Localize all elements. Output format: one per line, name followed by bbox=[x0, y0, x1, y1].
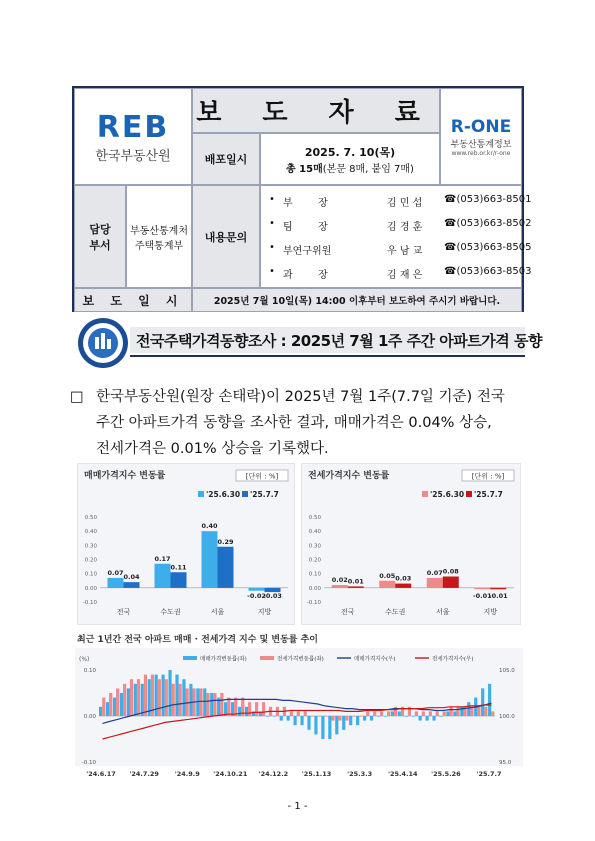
legend-label: 전세가격변동률(좌) bbox=[277, 656, 324, 663]
body-line-1: 한국부동산원(원장 손태락)이 2025년 7월 1주(7.7일 기준) 전국 bbox=[96, 389, 505, 405]
bar bbox=[307, 716, 310, 730]
data-label: -0.02 bbox=[247, 591, 266, 600]
bar bbox=[290, 711, 293, 716]
y-tick-label: 0.40 bbox=[84, 529, 97, 536]
y-tick-label: -0.10 bbox=[81, 760, 96, 766]
bar bbox=[304, 711, 307, 716]
dept-a: 부동산통계처 bbox=[130, 225, 188, 237]
checkbox-bullet: □ bbox=[70, 389, 84, 405]
reb-logo: REB bbox=[96, 109, 170, 145]
bar bbox=[175, 675, 178, 716]
dist-pages-detail: (본문 8매, 붙임 7매) bbox=[322, 163, 414, 175]
y-tick-label: -0.10 bbox=[306, 600, 321, 606]
unit-label: [단위 : %] bbox=[245, 472, 279, 481]
page-number: - 1 - bbox=[287, 801, 308, 812]
bar bbox=[245, 707, 248, 716]
bar bbox=[158, 679, 161, 716]
y-tick-label: 0.00 bbox=[83, 714, 96, 720]
bar bbox=[141, 684, 144, 716]
sale-chart-svg bbox=[78, 464, 296, 626]
data-label: 0.05 bbox=[379, 571, 396, 580]
bar bbox=[373, 711, 376, 716]
dist-label-cell bbox=[192, 133, 260, 185]
bar bbox=[338, 716, 341, 721]
bar bbox=[249, 588, 265, 591]
chart-title: 최근 1년간 전국 아파트 매매 · 전세가격 지수 및 변동률 추이 bbox=[77, 635, 318, 645]
data-label: -0.03 bbox=[263, 591, 282, 600]
bar bbox=[450, 707, 453, 716]
bar bbox=[202, 531, 218, 588]
dept-b: 주택통계부 bbox=[134, 240, 184, 252]
release-label-cell bbox=[74, 288, 192, 312]
bar bbox=[332, 585, 348, 588]
legend-label: 매매가격변동률(좌) bbox=[200, 656, 247, 663]
release-text: 2025년 7월 10일(목) 14:00 이후부터 보도하여 주시기 바랍니다. bbox=[213, 296, 501, 307]
bar bbox=[162, 675, 165, 716]
bar bbox=[203, 688, 206, 716]
press-release-header bbox=[72, 86, 532, 312]
x-tick-label: '25.1.13 bbox=[301, 770, 332, 778]
data-label: 0.07 bbox=[107, 568, 124, 577]
bar bbox=[345, 716, 348, 721]
bar bbox=[331, 716, 334, 721]
bar bbox=[182, 679, 185, 716]
bar bbox=[238, 707, 241, 716]
bar bbox=[171, 572, 187, 588]
bar bbox=[436, 711, 439, 716]
bar bbox=[370, 716, 373, 721]
contacts-cell: • 부 장 김 민 섭 ☎(053)663-8501 • 팀 장 김 경 훈 ☎(053)663-8502 • 부연구위원 우 남 교 ☎(053)663-8505 • 과 장 김 재 은 ☎(053)663-8503 bbox=[260, 185, 522, 288]
bar bbox=[280, 716, 283, 721]
y2-tick-label: 95.0 bbox=[499, 760, 512, 766]
legend-label: '25.6.30 bbox=[430, 490, 465, 499]
bar bbox=[210, 693, 213, 716]
bar bbox=[179, 684, 182, 716]
x-tick-label: 서울 bbox=[210, 608, 225, 616]
bar bbox=[359, 716, 362, 717]
data-label: 0.02 bbox=[331, 576, 348, 584]
bar bbox=[172, 684, 175, 716]
bar bbox=[356, 716, 359, 725]
bar bbox=[255, 702, 258, 716]
x-tick-label: 전국 bbox=[340, 608, 355, 616]
legend-label: '25.6.30 bbox=[206, 490, 241, 499]
bar bbox=[144, 675, 147, 716]
bar bbox=[324, 716, 327, 717]
bar bbox=[474, 588, 490, 589]
contact-label-b: 부서 bbox=[89, 238, 111, 252]
bar bbox=[273, 716, 276, 717]
bar bbox=[488, 684, 491, 716]
rone-subtitle: 부동산통계정보 bbox=[450, 139, 512, 150]
bar bbox=[453, 711, 456, 716]
bar bbox=[287, 716, 290, 721]
trend-chart bbox=[75, 630, 523, 780]
bar bbox=[491, 711, 494, 716]
data-label: 0.11 bbox=[170, 563, 187, 572]
dist-date-cell bbox=[260, 133, 440, 185]
y-tick-label: 0.30 bbox=[84, 543, 97, 550]
data-label: 0.17 bbox=[154, 554, 171, 563]
data-label: 0.08 bbox=[442, 567, 459, 576]
page-title: 보 도 자 료 bbox=[196, 98, 436, 128]
bar bbox=[300, 716, 303, 725]
bar bbox=[439, 716, 442, 717]
data-label: 0.40 bbox=[201, 522, 218, 531]
bar bbox=[297, 711, 300, 716]
bar bbox=[294, 716, 297, 725]
title-cell bbox=[192, 88, 440, 133]
x-tick-label: '25.7.7 bbox=[476, 770, 502, 778]
bar bbox=[108, 578, 124, 588]
bar bbox=[127, 688, 130, 716]
x-tick-label: '24.7.29 bbox=[129, 770, 159, 778]
bar bbox=[379, 581, 395, 588]
bar bbox=[481, 688, 484, 716]
release-text-cell bbox=[192, 288, 522, 312]
x-tick-label: 전국 bbox=[116, 608, 131, 616]
bar bbox=[366, 711, 369, 716]
y-tick-label: 0.20 bbox=[84, 557, 97, 564]
y-tick-label: 0.20 bbox=[308, 557, 321, 564]
contact-label-cell bbox=[74, 185, 126, 288]
dist-date: 2025. 7. 10(목) bbox=[304, 145, 396, 159]
legend-label: 전세가격지수(우) bbox=[432, 656, 474, 663]
x-tick-label: 지방 bbox=[257, 608, 272, 616]
x-tick-label: 수도권 bbox=[160, 608, 181, 616]
data-label: 0.29 bbox=[217, 537, 234, 546]
bar bbox=[213, 693, 216, 716]
bar bbox=[124, 582, 140, 588]
bar bbox=[415, 711, 418, 716]
bar bbox=[155, 564, 171, 588]
y-tick-label: 0.00 bbox=[308, 585, 321, 592]
bar bbox=[123, 684, 126, 716]
y-tick-label: 0.30 bbox=[308, 543, 321, 550]
bar bbox=[443, 711, 446, 716]
org-name: 한국부동산원 bbox=[95, 148, 171, 164]
bar bbox=[134, 684, 137, 716]
sale-change-chart bbox=[77, 463, 295, 625]
x-tick-label: '24.10.21 bbox=[213, 770, 248, 778]
y-tick-label: 0.00 bbox=[84, 585, 97, 592]
y-tick-label: 0.50 bbox=[84, 515, 97, 521]
bar bbox=[218, 547, 234, 588]
dept-cell bbox=[126, 185, 192, 288]
divider bbox=[130, 355, 525, 357]
body-line-3: 전세가격은 0.01% 상승을 기록했다. bbox=[96, 441, 329, 457]
bar bbox=[328, 716, 331, 739]
bar bbox=[311, 716, 314, 717]
y2-tick-label: 105.0 bbox=[499, 668, 515, 674]
trend-chart-svg bbox=[75, 630, 523, 780]
bar bbox=[422, 711, 425, 716]
bar bbox=[165, 679, 168, 716]
bar bbox=[427, 578, 443, 588]
bar bbox=[391, 711, 394, 716]
bar bbox=[412, 716, 415, 717]
data-label: 0.01 bbox=[347, 577, 364, 586]
data-label: -0.01 bbox=[488, 591, 508, 600]
y-tick-label: 0.50 bbox=[308, 515, 321, 521]
bar bbox=[199, 688, 202, 716]
dist-pages-total: 총 15매 bbox=[286, 163, 323, 175]
bar bbox=[467, 702, 470, 716]
x-tick-label: '25.3.3 bbox=[347, 770, 373, 778]
legend-swatch bbox=[260, 656, 274, 660]
legend-label: '25.7.7 bbox=[250, 490, 279, 499]
bar bbox=[116, 688, 119, 716]
y-tick-label: 0.10 bbox=[83, 668, 96, 674]
legend-swatch bbox=[466, 491, 472, 497]
bar bbox=[262, 702, 265, 716]
bar bbox=[405, 716, 408, 717]
bar bbox=[248, 702, 251, 716]
bar bbox=[429, 711, 432, 716]
jeonse-change-chart bbox=[301, 463, 521, 625]
x-tick-label: '25.4.14 bbox=[388, 770, 418, 778]
bar bbox=[335, 716, 338, 734]
bar bbox=[106, 702, 109, 716]
data-label: 0.03 bbox=[395, 574, 412, 583]
inquiry-label: 내용문의 bbox=[204, 230, 248, 244]
unit-label: [단위 : %] bbox=[471, 472, 505, 481]
bar bbox=[109, 693, 112, 716]
bar bbox=[99, 707, 102, 716]
bar bbox=[220, 693, 223, 716]
bar bbox=[398, 711, 401, 716]
bar bbox=[352, 716, 355, 717]
legend-swatch bbox=[183, 656, 197, 660]
bar bbox=[266, 716, 269, 717]
rone-logo-cell bbox=[440, 88, 522, 185]
data-label: -0.01 bbox=[472, 591, 492, 600]
bar bbox=[443, 577, 459, 588]
bar bbox=[377, 716, 380, 717]
bar bbox=[484, 707, 487, 716]
body-line-2: 주간 아파트가격 동향을 조사한 결과, 매매가격은 0.04% 상승, bbox=[96, 415, 492, 431]
legend-label: 매매가격지수(우) bbox=[354, 656, 396, 663]
bar bbox=[342, 716, 345, 730]
legend-swatch bbox=[198, 491, 204, 497]
bar bbox=[419, 716, 422, 721]
x-tick-label: '24.6.17 bbox=[86, 770, 116, 778]
x-tick-label: '24.9.9 bbox=[174, 770, 200, 778]
bar bbox=[349, 716, 352, 725]
bar bbox=[168, 670, 171, 716]
y-tick-label: 0.10 bbox=[308, 571, 321, 578]
bar bbox=[189, 684, 192, 716]
contact-label-a: 담당 bbox=[89, 222, 111, 236]
data-label: 0.04 bbox=[123, 573, 140, 582]
y-unit: (%) bbox=[79, 656, 90, 663]
bar bbox=[321, 716, 324, 739]
dist-label: 배포일시 bbox=[204, 153, 248, 166]
bar bbox=[426, 716, 429, 721]
bar bbox=[395, 584, 411, 588]
bar bbox=[384, 716, 387, 717]
legend-swatch bbox=[242, 491, 248, 497]
y-tick-label: -0.10 bbox=[82, 600, 97, 606]
bar bbox=[314, 716, 317, 734]
section-title: 전국주택가격동향조사 : 2025년 7월 1주 주간 아파트가격 동향 bbox=[136, 332, 542, 350]
bar bbox=[446, 711, 449, 716]
x-tick-label: '24.12.2 bbox=[258, 770, 289, 778]
x-tick-label: 수도권 bbox=[385, 608, 406, 616]
legend-label: '25.7.7 bbox=[474, 490, 503, 499]
y-tick-label: 0.10 bbox=[84, 571, 97, 578]
bar bbox=[120, 693, 123, 716]
x-tick-label: 서울 bbox=[435, 608, 450, 616]
bar bbox=[130, 679, 133, 716]
bar bbox=[137, 679, 140, 716]
release-label: 보 도 일 시 bbox=[82, 293, 184, 308]
rone-logo: R-ONE bbox=[450, 116, 512, 137]
jeonse-chart-svg bbox=[302, 464, 522, 626]
y-tick-label: 0.40 bbox=[308, 529, 321, 536]
x-tick-label: '25.5.26 bbox=[431, 770, 461, 778]
bar bbox=[102, 698, 105, 716]
seal-logo bbox=[78, 318, 128, 368]
bar bbox=[432, 716, 435, 721]
bar bbox=[348, 586, 364, 587]
rone-url: www.reb.or.kr/r-one bbox=[451, 149, 511, 157]
chart-title: 전세가격지수 변동률 bbox=[308, 471, 390, 481]
bar bbox=[490, 588, 506, 589]
y2-tick-label: 100.0 bbox=[499, 714, 515, 720]
bar bbox=[456, 707, 459, 716]
bar bbox=[363, 716, 366, 721]
bar bbox=[206, 693, 209, 716]
bar bbox=[113, 698, 116, 716]
inquiry-label-cell bbox=[192, 185, 260, 288]
bar bbox=[227, 698, 230, 716]
legend-swatch bbox=[422, 491, 428, 497]
data-label: 0.07 bbox=[426, 568, 443, 577]
x-tick-label: 지방 bbox=[483, 608, 498, 616]
bar bbox=[318, 716, 321, 717]
bar bbox=[387, 711, 390, 716]
bar bbox=[477, 707, 480, 716]
reb-logo-cell bbox=[74, 88, 192, 185]
chart-title: 매매가격지수 변동률 bbox=[84, 471, 166, 481]
bar bbox=[234, 698, 237, 716]
bar bbox=[380, 711, 383, 716]
